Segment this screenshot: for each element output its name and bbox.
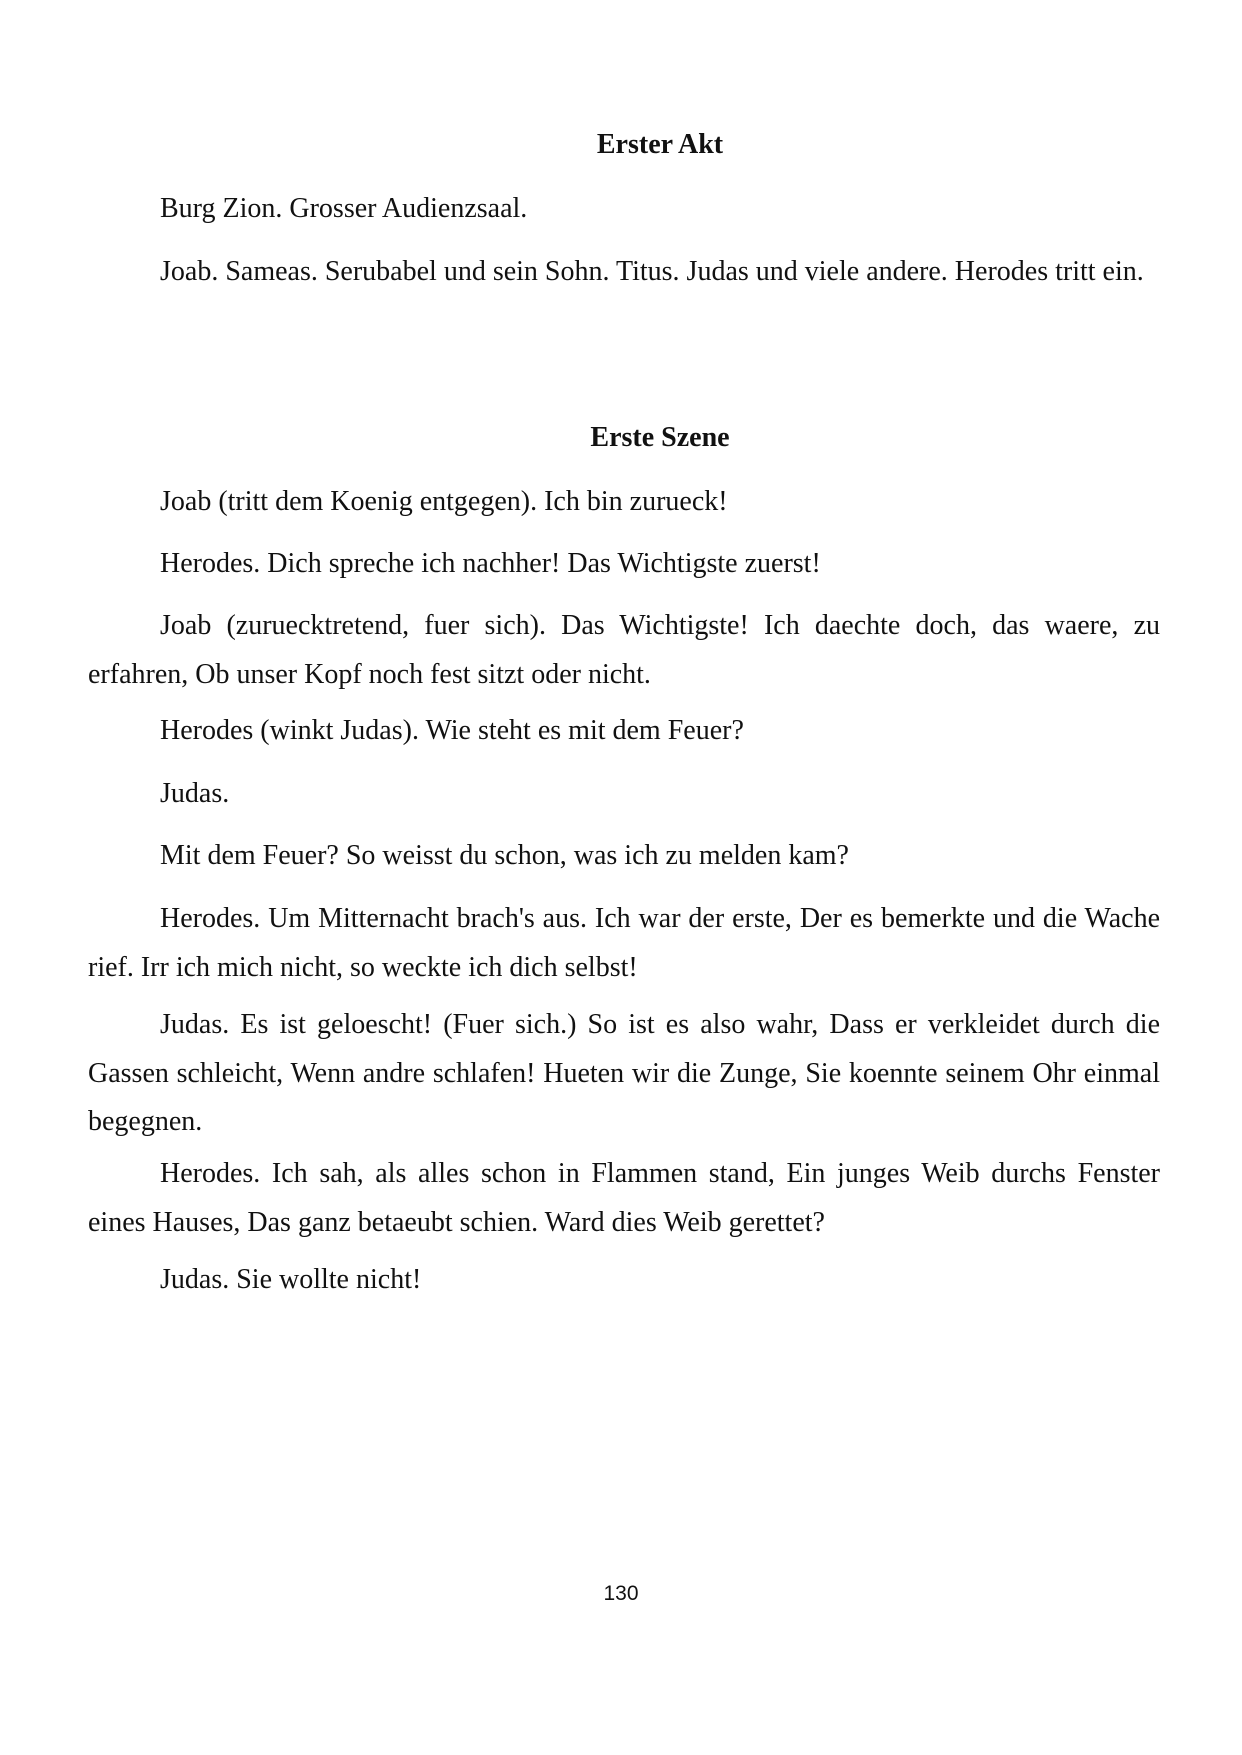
- dialogue-line: Herodes. Ich sah, als alles schon in Flammen stand, Ein junges Weib durchs Fenster eines Hauses, Das ganz betaeubt schien. Ward dies Weib gerettet?: [88, 1158, 1160, 1238]
- act-heading: Erster Akt: [596, 129, 724, 160]
- dialogue-line: Herodes. Dich spreche ich nachher! Das Wichtigste zuerst!: [160, 548, 821, 579]
- stage-direction-characters: Joab. Sameas. Serubabel und sein Sohn. Titus. Judas und viele andere. Herodes tritt ein.: [160, 256, 1144, 287]
- page-number: 130: [603, 1582, 639, 1605]
- dialogue-line: Joab (tritt dem Koenig entgegen). Ich bin zurueck!: [160, 486, 728, 517]
- dialogue-line: Joab (zuruecktretend, fuer sich). Das Wichtigste! Ich daechte doch, das waere, zu erfahren, Ob unser Kopf noch fest sitzt oder nicht.: [88, 610, 1160, 690]
- dialogue-line: Judas. Sie wollte nicht!: [160, 1264, 422, 1295]
- dialogue-line: Herodes. Um Mitternacht brach's aus. Ich war der erste, Der es bemerkte und die Wache rief. Irr ich mich nicht, so weckte ich dich selbst!: [88, 903, 1160, 983]
- dialogue-line: Judas.: [160, 778, 230, 809]
- dialogue-line: Herodes (winkt Judas). Wie steht es mit dem Feuer?: [160, 715, 744, 746]
- stage-direction-setting: Burg Zion. Grosser Audienzsaal.: [160, 193, 528, 224]
- dialogue-line: Judas. Es ist geloescht! (Fuer sich.) So ist es also wahr, Dass er verkleidet durch die Gassen schleicht, Wenn andre schlafen! Hueten wir die Zunge, Sie koennte seinem Ohr einmal begegnen.: [88, 1009, 1160, 1137]
- dialogue-line: Mit dem Feuer? So weisst du schon, was ich zu melden kam?: [160, 840, 849, 871]
- scene-heading: Erste Szene: [590, 422, 730, 453]
